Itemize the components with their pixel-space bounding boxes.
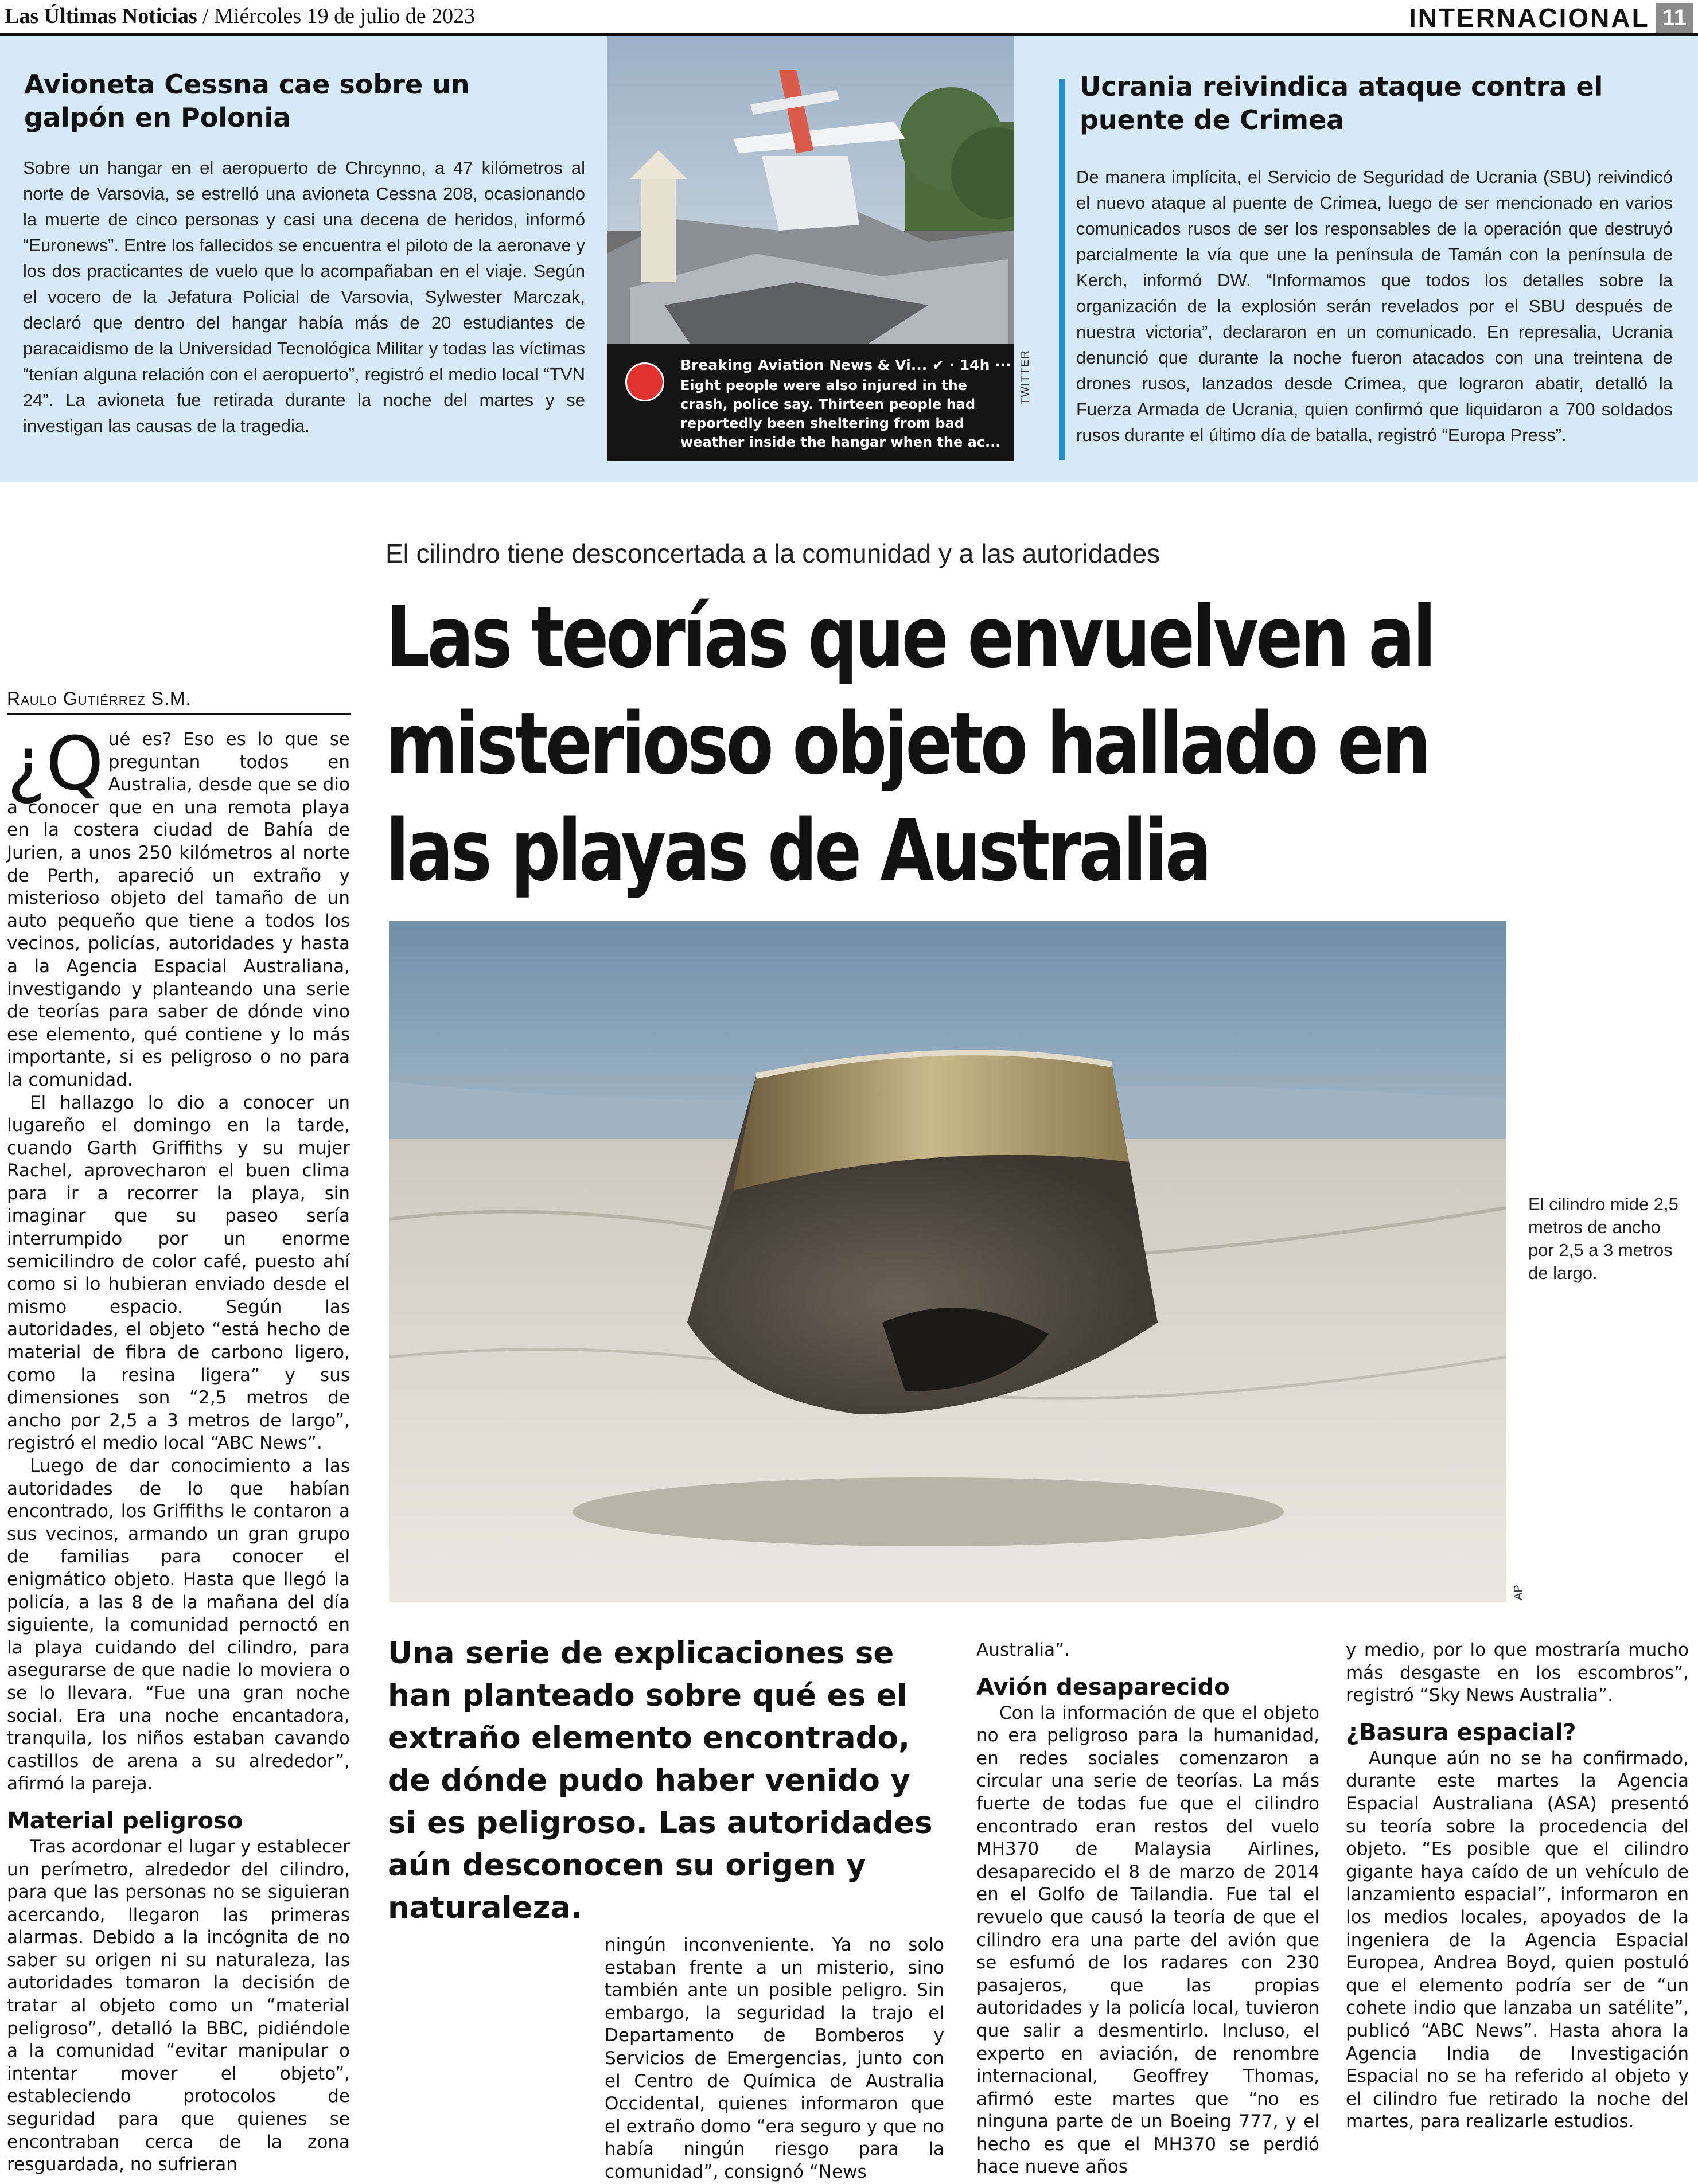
article-kicker: El cilindro tiene desconcertada a la comunidad y a las autoridades <box>385 539 1160 568</box>
masthead <box>5 3 475 29</box>
photo-credit-ap: AP <box>1512 1585 1525 1600</box>
photo-credit-twitter: TWITTER <box>1019 350 1031 405</box>
masthead-separator: / <box>202 4 215 28</box>
article-column-4 <box>1346 1639 1689 2134</box>
paragraph-1-text: ué es? Eso es lo que se preguntan todos en Australia, desde que se dio a conocer que en una remota playa en la costera ciudad de Bahía de Jurien, a unos 250 kilómetros al norte de Perth, apareció un extraño y misterioso objeto del tamaño de un auto pequeño que tiene a todos los vecinos, policías, autoridades y hasta a la Agencia Espacial Australiana, investigando y planteando una serie de teorías para saber de dónde vino ese elemento, qué contiene y lo más importante, si es peligroso o no para la comunidad. <box>7 729 350 1090</box>
article-headline: Las teorías que envuelven al misterioso objeto hallado en las playas de Australia <box>385 588 1434 900</box>
photo-caption: El cilindro mide 2,5 metros de ancho por 2,5 a 3 metros de largo. <box>1528 1194 1678 1283</box>
article-paragraph-5: ningún inconveniente. Ya no solo estaban frente a un misterio, sino también ante un posible peligro. Sin embargo, la seguridad la trajo el Departamento de Bomberos y Servicios de Emergencias, junto con el Centro de Química de Australia Occidental, quienes informaron que el extraño domo “era seguro y que no había ningún riesgo para la comunidad”, consignó “News <box>605 1935 944 2182</box>
brief-left-title: Avioneta Cessna cae sobre un galpón en Polonia <box>24 69 470 133</box>
article-paragraph-3: Luego de dar conocimiento a las autoridades de lo que habían encontrado, los Griffiths le contaron a sus vecinos, armando un gran grupo de familias para conocer el enigmático objeto. Hasta que llegó la policía, a las 8 de la mañana del día siguiente, la comunidad pernoctó en la playa cuidando del cilindro, para asegurarse de que nadie lo moviera o se lo llevara. “Fue una gran noche social. Era una noche encantadora, tranquila, los niños estaban cavando castillos de arena a su alrededor”, afirmó la pareja. <box>7 1456 350 1795</box>
article-paragraph-6: Australia”. <box>976 1640 1070 1660</box>
aviation-news-avatar-icon <box>625 362 664 401</box>
article-paragraph-1 <box>7 722 350 1092</box>
article-column-2 <box>605 1934 944 2184</box>
drop-cap: ¿Q <box>7 722 104 807</box>
cylinder-on-beach-illustration <box>389 921 1506 1602</box>
article-paragraph-7: Con la información de que el objeto no era peligroso para la humanidad, en redes sociales comenzaron a circular una serie de teorías. La más fuerte de todas fue que el cilindro encontrado eran restos del vuelo MH370 de Malaysia Airlines, desaparecido el 8 de marzo de 2014 en el Golfo de Tailandia. Fue tal el revuelo que causó la teoría de que el cilindro era una parte del avión que se esfumó de los radares con 230 pasajeros, que las propias autoridades y la policía local, tuvieron que salir a desmentirlo. Incluso, el experto en aviación, de renombre internacional, Geoffrey Thomas, afirmó este martes que “no es ninguna parte de un Boeing 777, y el hecho es que el MH370 se perdió hace nueve años <box>976 1702 1319 2178</box>
article-paragraph-8: y medio, por lo que mostraría mucho más desgaste en los escombros”, registró “Sky News Australia”. <box>1346 1640 1689 1706</box>
tweet-username: Breaking Aviation News & Vi... ✔ · 14h ··· <box>680 357 1011 373</box>
article-column-1 <box>7 722 350 2177</box>
article-paragraph-9: Aunque aún no se ha confirmado, durante este martes la Agencia Espacial Australiana (ASA) presentó su teoría sobre la procedencia del objeto. “Es posible que el cilindro gigante haya caído de un vehículo de lanzamiento espacial”, informaron en los medios locales, apoyados de la ingeniera de la Agencia Espacial Europea, Andrea Boyd, quien postuló que el elemento podría ser de “un cohete indio que lanzaba un satélite”, publicó “ABC News”. Hasta ahora la Agencia India de Investigación Espacial no se ha referido al objeto y el cilindro fue retirado la noche del martes, para realizarle estudios. <box>1346 1748 1689 2132</box>
subheading-basura-espacial: ¿Basura espacial? <box>1346 1719 1576 1746</box>
byline: Raulo Gutiérrez S.M. <box>7 688 192 709</box>
brief-right-title: Ucrania reivindica ataque contra el puente de Crimea <box>1080 71 1603 135</box>
byline-rule <box>7 713 351 715</box>
section-name: INTERNACIONAL <box>1408 3 1650 33</box>
article-column-3 <box>976 1639 1319 2179</box>
article-paragraph-2: El hallazgo lo dio a conocer un lugareño el domingo en la tarde, cuando Garth Griffiths y su mujer Rachel, aprovecharon el buen clima para ir a recorrer la playa, sin imaginar que su paseo sería interrumpido por un enorme semicilindro de color café, puesto ahí como si lo hubieran enviado desde el mismo espacio. Según las autoridades, el objeto “está hecho de material de fibra de carbono ligero, como la resina ligera” y sus dimensiones son “2,5 metros de ancho por 2,5 a 3 metros de largo”, registró el medio local “ABC News”. <box>7 1092 350 1454</box>
section-header <box>1409 2 1693 33</box>
article-paragraph-4: Tras acordonar el lugar y establecer un perímetro, alrededor del cilindro, para que las personas no se siguieran acercando, llegaron las primeras alarmas. Debido a la incógnita de no saber su origen ni su naturaleza, las autoridades tomaron la decisión de tratar al objeto como un “material peligroso”, detalló la BBC, pidiéndole a la comunidad “evitar manipular o intentar mover el objeto”, estableciendo protocolos de seguridad para que quienes se encontraban cerca de la zona resguardada, no sufrieran <box>7 1836 350 2175</box>
subheading-avion-desaparecido: Avión desaparecido <box>976 1674 1230 1701</box>
page-number: 11 <box>1656 3 1693 33</box>
issue-date: Miércoles 19 de julio de 2023 <box>214 4 476 28</box>
brief-right-accent-bar <box>1059 79 1065 460</box>
brief-left-body: Sobre un hangar en el aeropuerto de Chrcynno, a 47 kilómetros al norte de Varsovia, se estrelló una avioneta Cessna 208, ocasionando la muerte de cinco personas y casi una decena de heridos, informó “Euronews”. Entre los fallecidos se encuentra el piloto de la aeronave y los dos practicantes de vuelo que lo acompañaban en el viaje. Según el vocero de la Jefatura Policial de Varsovia, Sylwester Marczak, declaró que dentro del hangar había más de 20 estudiantes de paracaidismo de la Universidad Tecnológica Militar y todas las víctimas “tenían alguna relación con el aeropuerto”, registró el medio local “TVN 24”. La avioneta fue retirada durante la noche del martes y se investigan las causas de la tragedia. <box>23 158 585 436</box>
subheading-material-peligroso: Material peligroso <box>7 1807 243 1834</box>
newspaper-name: Las Últimas Noticias <box>5 4 197 28</box>
brief-right-body: De manera implícita, el Servicio de Seguridad de Ucrania (SBU) reivindicó el nuevo ataque al puente de Crimea, luego de ser mencionado en varios comunicados rusos de ser los responsables de la operación que destruyó parcialmente la vía que une la península de Tamán con la península de Kerch, informó DW. “Informamos que todos los detalles sobre la organización de la explosión serán revelados por el SBU después de nuestra victoria”, declararon en un comunicado. En represalia, Ucrania denunció que durante la noche fueron atacados con una treintena de drones rusos, lanzados desde Crimea, que lograron abatir, detalló la Fuerza Armada de Ucrania, quien confirmó que liquidaron a 700 soldados rusos durante el último día de batalla, registró “Europa Press”. <box>1076 167 1673 445</box>
tweet-text: Eight people were also injured in the crash, police say. Thirteen people had reportedly been sheltering from bad weather inside the hangar when the ac... <box>680 377 1001 450</box>
article-deck: Una serie de explicaciones se han planteado sobre qué es el extraño elemento encontrado, de dónde pudo haber venido y si es peligroso. Las autoridades aún desconocen su origen y naturaleza. <box>388 1636 933 1925</box>
cylinder-beach-photo <box>389 921 1506 1602</box>
